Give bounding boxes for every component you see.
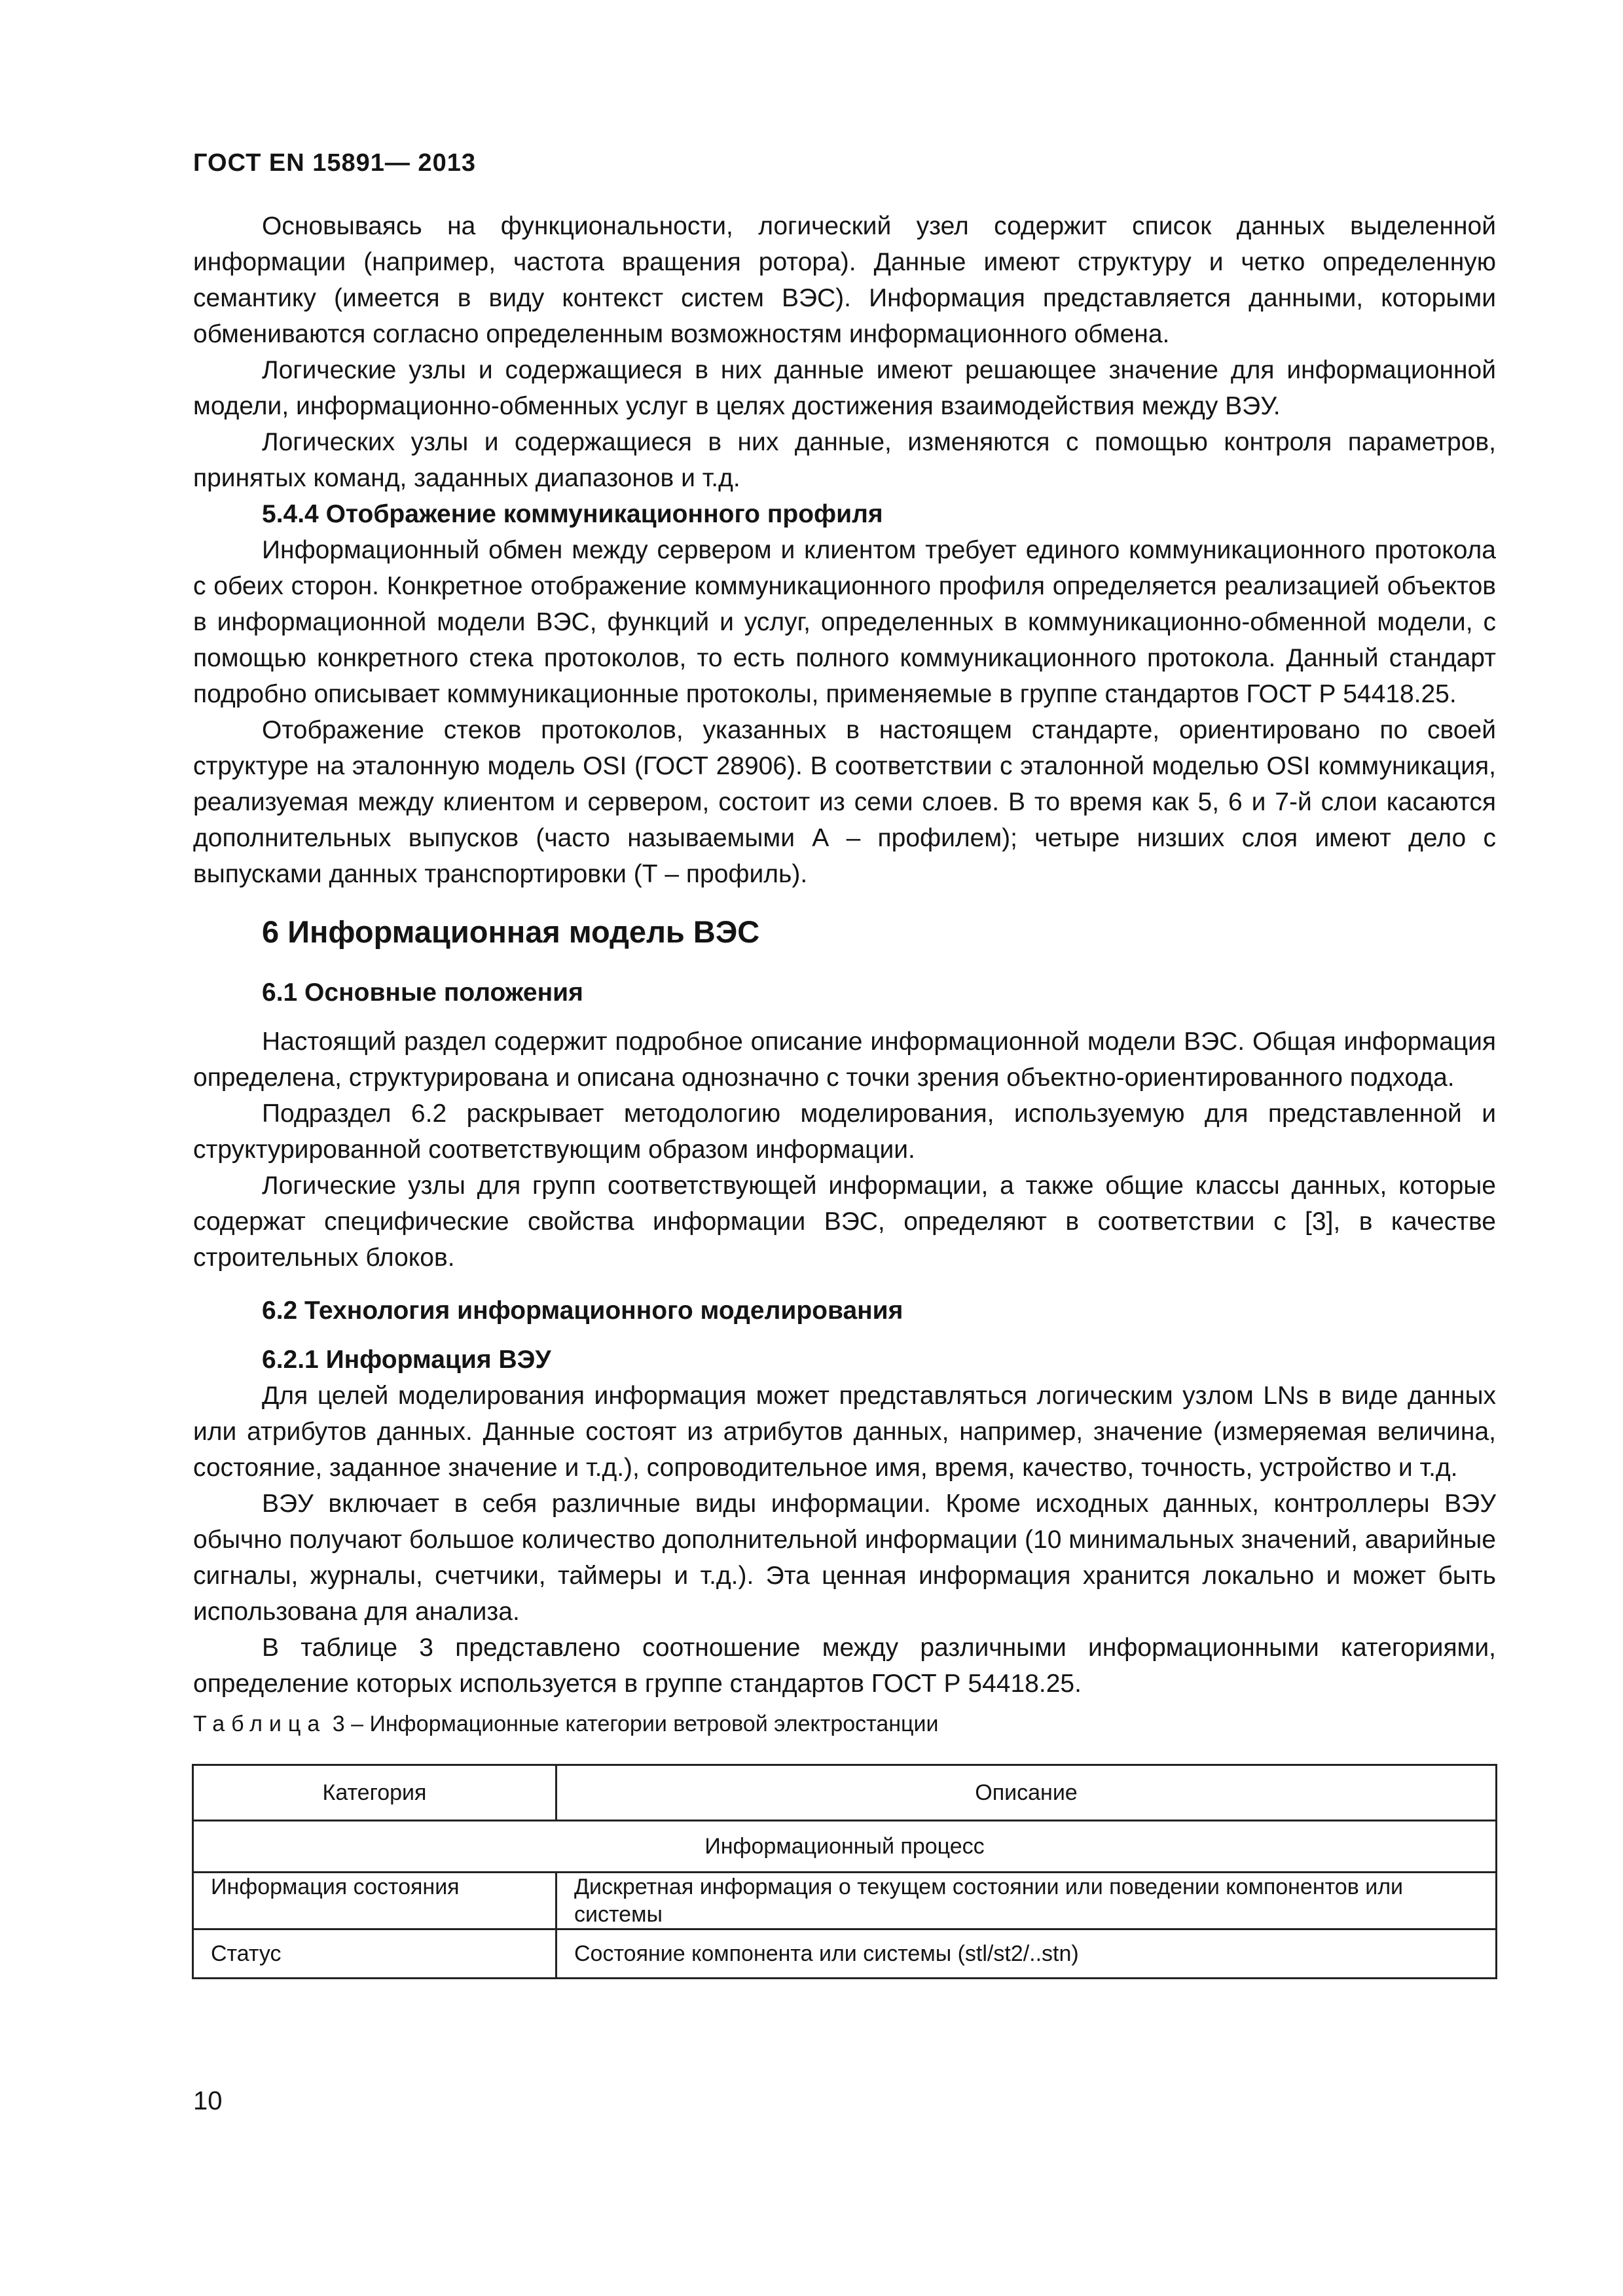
table-caption-text: 3 – Информационные категории ветровой электростанции [326, 1712, 939, 1736]
table-header-description: Описание [556, 1765, 1497, 1821]
table-header-category: Категория [193, 1765, 556, 1821]
document-code-header: ГОСТ EN 15891— 2013 [193, 149, 476, 177]
paragraph: В таблице 3 представлено соотношение между различными информационными категориями, определение которых используется в группе стандартов ГОСТ Р 54418.25. [193, 1634, 1496, 1698]
paragraph: Для целей моделирования информация может представляться логическим узлом LNs в виде данных или атрибутов данных. Данные состоят из атрибутов данных, например, значение (измеряемая величина, состояние, заданное значение и т.д.), сопроводительное имя, время, качество, точность, устройство и т.д. [193, 1382, 1496, 1482]
section-heading-6-1: 6.1 Основные положения [262, 978, 583, 1007]
paragraph: Логические узлы и содержащиеся в них данные имеют решающее значение для информационной модели, информационно-обменных услуг в целях достижения взаимодействия между ВЭУ. [193, 356, 1496, 420]
table-cell-description: Дискретная информация о текущем состоянии или поведении компонентов или системы [556, 1873, 1497, 1929]
section-heading-5-4-4: 5.4.4 Отображение коммуникационного профиля [262, 500, 883, 528]
table-group-cell: Информационный процесс [193, 1821, 1497, 1873]
paragraph: Подраздел 6.2 раскрывает методологию моделирования, используемую для представленной и структурированной соответствующим образом информации. [193, 1100, 1496, 1164]
table-group-row [193, 1821, 1497, 1873]
section-heading-6-2: 6.2 Технология информационного моделирования [262, 1297, 903, 1325]
paragraph: Информационный обмен между сервером и клиентом требует единого коммуникационного протокола с обеих сторон. Конкретное отображение коммуникационного профиля определяется реализацией объектов в информационной модели ВЭС, функций и услуг, определенных в коммуникационно-обменной модели, с помощью конкретного стека протоколов, то есть полного коммуникационного протокола. Данный стандарт подробно описывает коммуникационные протоколы, применяемые в группе стандартов ГОСТ Р 54418.25. [193, 536, 1496, 708]
paragraph: Основываясь на функциональности, логический узел содержит список данных выделенной информации (например, частота вращения ротора). Данные имеют структуру и четко определенную семантику (имеется в виду контекст систем ВЭС). Информация представляется данными, которыми обмениваются согласно определенным возможностям информационного обмена. [193, 212, 1496, 348]
paragraph: ВЭУ включает в себя различные виды информации. Кроме исходных данных, контроллеры ВЭУ обычно получают большое количество дополнительной информации (10 минимальных значений, аварийные сигналы, журналы, счетчики, таймеры и т.д.). Эта ценная информация хранится локально и может быть использована для анализа. [193, 1490, 1496, 1626]
table-cell-description: Состояние компонента или системы (stl/st2/..stn) [556, 1929, 1497, 1979]
table-caption [193, 1712, 938, 1737]
table-cell-category: Статус [193, 1929, 556, 1979]
table-caption-prefix: Таблица [193, 1712, 327, 1736]
section-heading-6-2-1: 6.2.1 Информация ВЭУ [262, 1346, 551, 1374]
paragraph: Логические узлы для групп соответствующей информации, а также общие классы данных, которые содержат специфические свойства информации ВЭС, определяют в соответствии с [3], в качестве строительных блоков. [193, 1172, 1496, 1272]
info-categories-table [192, 1764, 1497, 1979]
paragraph: Отображение стеков протоколов, указанных в настоящем стандарте, ориентировано по своей структуре на эталонную модель OSI (ГОСТ 28906). В соответствии с эталонной моделью OSI коммуникация, реализуемая между клиентом и сервером, состоит из семи слоев. В то время как 5, 6 и 7-й слои касаются дополнительных выпусков (часто называемыми А – профилем); четыре низших слоя имеют дело с выпусками данных транспортировки (Т – профиль). [193, 716, 1496, 888]
paragraph: Логических узлы и содержащиеся в них данные, изменяются с помощью контроля параметров, принятых команд, заданных диапазонов и т.д. [193, 428, 1496, 492]
table-row [193, 1929, 1497, 1979]
table-cell-category: Информация состояния [193, 1873, 556, 1929]
table-row [193, 1873, 1497, 1929]
page-number: 10 [193, 2087, 223, 2115]
table-header-row [193, 1765, 1497, 1821]
paragraph: Настоящий раздел содержит подробное описание информационной модели ВЭС. Общая информация определена, структурирована и описана однозначно с точки зрения объектно-ориентированного подхода. [193, 1028, 1496, 1092]
section-heading-6: 6 Информационная модель ВЭС [262, 914, 760, 949]
body-text [193, 208, 1496, 1702]
